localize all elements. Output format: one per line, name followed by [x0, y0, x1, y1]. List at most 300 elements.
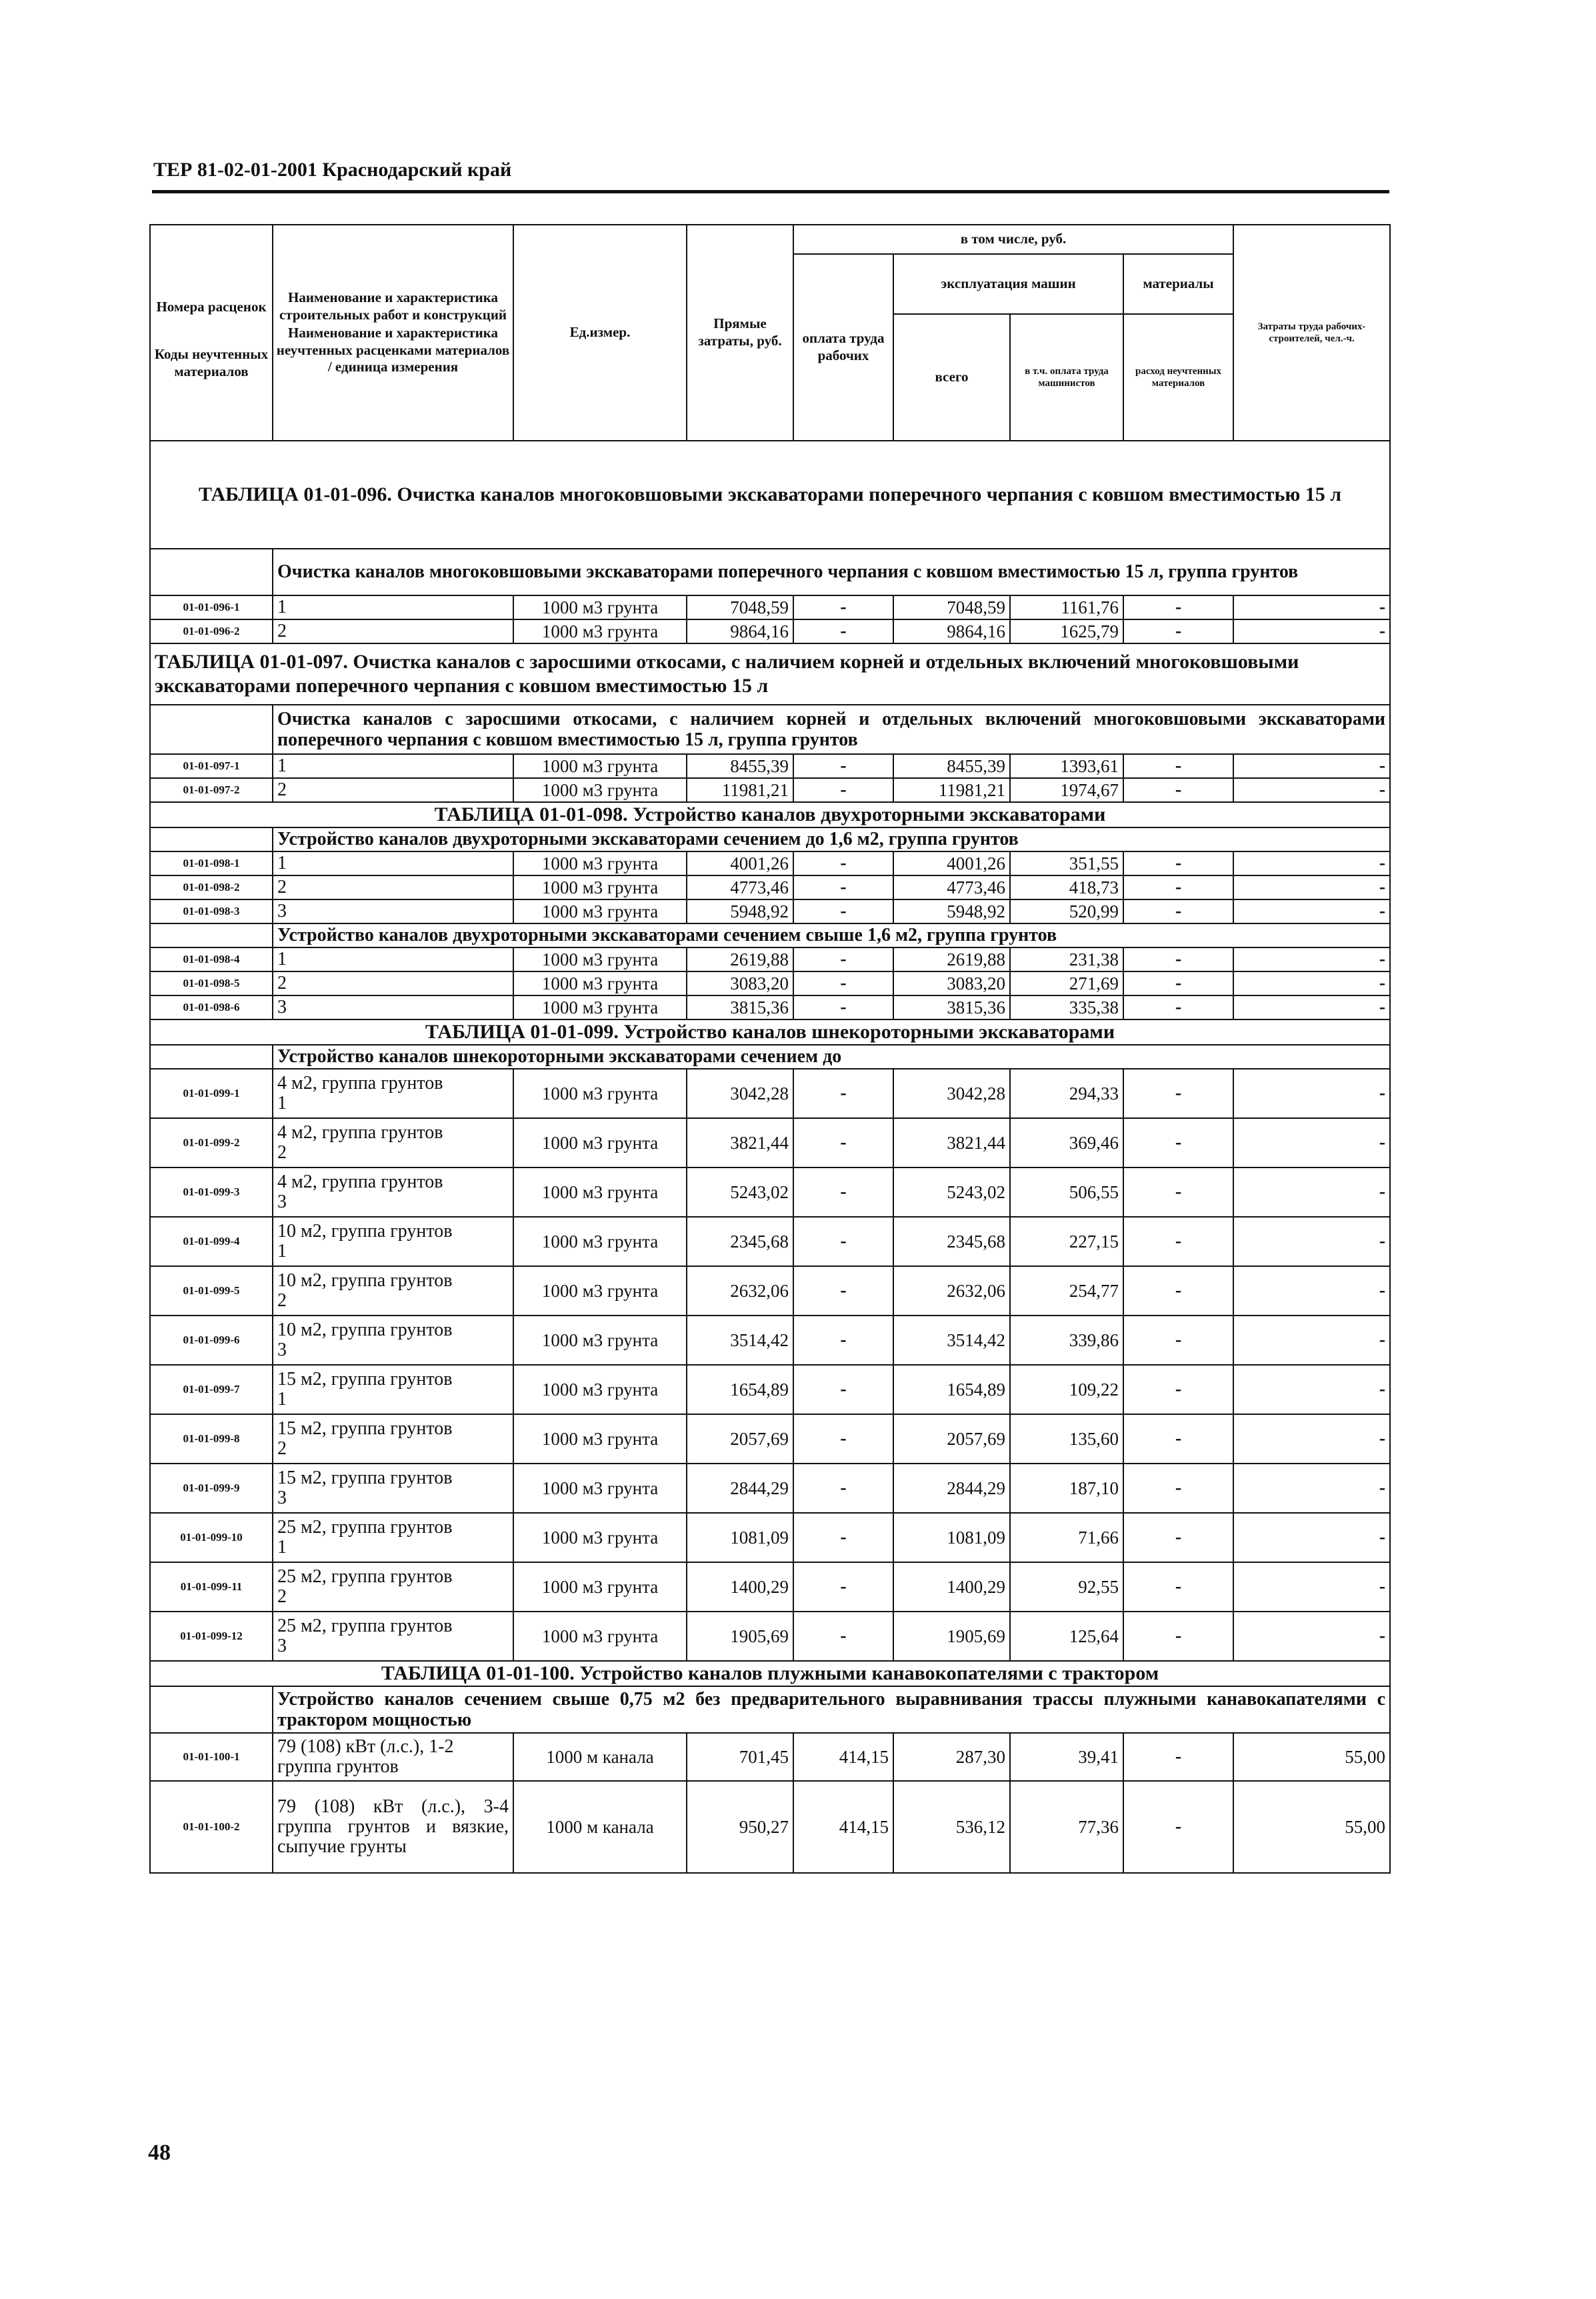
col-name-top: Наименование и характеристика строительных работ и конструкций	[279, 289, 507, 323]
rate-labor: -	[1233, 1168, 1390, 1217]
rates-table	[149, 224, 1391, 1874]
rate-machines: 1654,89	[893, 1365, 1010, 1414]
rate-name-line: 25 м2, группа грунтов	[277, 1566, 453, 1588]
rate-labor: 55,00	[1233, 1781, 1390, 1873]
rate-labor: -	[1233, 1612, 1390, 1661]
col-name	[273, 225, 513, 441]
rate-unit: 1000 м3 грунта	[513, 1365, 687, 1414]
rate-wages: -	[793, 1414, 893, 1464]
rate-name-line: 4 м2, группа грунтов	[277, 1122, 443, 1143]
rate-name-line: 15 м2, группа грунтов	[277, 1369, 453, 1390]
rate-code: 01-01-098-1	[150, 851, 273, 875]
rate-code: 01-01-098-4	[150, 947, 273, 971]
group-heading-096: Очистка каналов многоковшовыми экскаваторами поперечного черпания с ковшом вместимостью 15 л, группа грунтов	[273, 549, 1390, 595]
rate-machines-wages: 39,41	[1010, 1733, 1123, 1781]
rate-name: 1	[273, 754, 513, 778]
table-row	[150, 995, 1390, 1019]
rate-machines-wages: 227,15	[1010, 1217, 1123, 1266]
rate-materials: -	[1123, 1513, 1233, 1562]
group-heading-098-1: Устройство каналов двухроторными экскаваторами сечением до 1,6 м2, группа грунтов	[273, 827, 1390, 851]
table-row	[150, 1168, 1390, 1217]
rate-materials: -	[1123, 1168, 1233, 1217]
group-code-cell	[150, 705, 273, 754]
rate-code: 01-01-099-11	[150, 1562, 273, 1612]
rate-wages: -	[793, 1562, 893, 1612]
rate-machines: 2844,29	[893, 1464, 1010, 1513]
rate-machines: 3083,20	[893, 971, 1010, 995]
rate-wages: -	[793, 1217, 893, 1266]
table-row	[150, 851, 1390, 875]
group-code-cell	[150, 827, 273, 851]
rate-materials: -	[1123, 1217, 1233, 1266]
rate-name: 79 (108) кВт (л.с.), 1-2 группа грунтов	[273, 1733, 513, 1781]
rate-name: 3	[273, 899, 513, 923]
rate-materials: -	[1123, 971, 1233, 995]
rate-soil-group: 3	[277, 1192, 287, 1212]
rate-code: 01-01-099-8	[150, 1414, 273, 1464]
col-machines-total: всего	[893, 314, 1010, 441]
rate-machines: 3821,44	[893, 1118, 1010, 1168]
rate-direct: 2057,69	[687, 1414, 793, 1464]
rate-code: 01-01-099-2	[150, 1118, 273, 1168]
rate-unit: 1000 м канала	[513, 1781, 687, 1873]
rate-wages: -	[793, 619, 893, 643]
rate-machines-wages: 125,64	[1010, 1612, 1123, 1661]
rate-name: 1	[273, 947, 513, 971]
rate-name	[273, 1168, 513, 1217]
rate-name	[273, 1118, 513, 1168]
rate-machines-wages: 351,55	[1010, 851, 1123, 875]
rate-code: 01-01-099-3	[150, 1168, 273, 1217]
rate-wages: -	[793, 851, 893, 875]
col-codes-top: Номера расценок	[156, 298, 267, 315]
rate-soil-group: 3	[277, 1488, 287, 1508]
rate-code: 01-01-099-4	[150, 1217, 273, 1266]
rate-labor: 55,00	[1233, 1733, 1390, 1781]
rate-materials: -	[1123, 995, 1233, 1019]
rate-labor: -	[1233, 1069, 1390, 1118]
table-row	[150, 619, 1390, 643]
rate-direct: 3821,44	[687, 1118, 793, 1168]
rate-wages: -	[793, 1168, 893, 1217]
rate-unit: 1000 м3 грунта	[513, 875, 687, 899]
rate-machines-wages: 418,73	[1010, 875, 1123, 899]
rate-soil-group: 2	[277, 1586, 287, 1607]
rate-machines: 287,30	[893, 1733, 1010, 1781]
rate-name	[273, 1266, 513, 1316]
rate-name	[273, 1612, 513, 1661]
table-title-100: ТАБЛИЦА 01-01-100. Устройство каналов плужными канавокопателями с трактором	[150, 1661, 1390, 1686]
rate-code: 01-01-099-9	[150, 1464, 273, 1513]
rate-machines: 11981,21	[893, 778, 1010, 802]
table-row	[150, 778, 1390, 802]
rate-materials: -	[1123, 875, 1233, 899]
rate-name: 3	[273, 995, 513, 1019]
rate-code: 01-01-096-2	[150, 619, 273, 643]
rate-unit: 1000 м3 грунта	[513, 1414, 687, 1464]
rate-direct: 8455,39	[687, 754, 793, 778]
rate-machines: 8455,39	[893, 754, 1010, 778]
rate-direct: 701,45	[687, 1733, 793, 1781]
table-row	[150, 1464, 1390, 1513]
table-title-099: ТАБЛИЦА 01-01-099. Устройство каналов шнекороторными экскаваторами	[150, 1019, 1390, 1045]
rate-materials: -	[1123, 1562, 1233, 1612]
table-row	[150, 1316, 1390, 1365]
rate-machines-wages: 335,38	[1010, 995, 1123, 1019]
rate-code: 01-01-096-1	[150, 595, 273, 619]
rate-labor: -	[1233, 1365, 1390, 1414]
rate-materials: -	[1123, 595, 1233, 619]
rate-wages: -	[793, 778, 893, 802]
rate-code: 01-01-097-1	[150, 754, 273, 778]
col-name-bottom: Наименование и характеристика неучтенных расценками материалов / единица измерения	[276, 325, 510, 375]
header-rule	[152, 190, 1389, 193]
rate-direct: 1654,89	[687, 1365, 793, 1414]
table-row	[150, 971, 1390, 995]
rate-name	[273, 1316, 513, 1365]
rate-machines-wages: 254,77	[1010, 1266, 1123, 1316]
rate-code: 01-01-099-7	[150, 1365, 273, 1414]
rate-machines: 3042,28	[893, 1069, 1010, 1118]
table-row	[150, 595, 1390, 619]
rate-materials: -	[1123, 1118, 1233, 1168]
rate-machines-wages: 92,55	[1010, 1562, 1123, 1612]
col-unit: Ед.измер.	[513, 225, 687, 441]
rate-unit: 1000 м3 грунта	[513, 778, 687, 802]
rate-labor: -	[1233, 778, 1390, 802]
rate-name-line: 10 м2, группа грунтов	[277, 1320, 453, 1341]
rate-wages: -	[793, 947, 893, 971]
rate-unit: 1000 м3 грунта	[513, 1562, 687, 1612]
rate-name-line: 25 м2, группа грунтов	[277, 1616, 453, 1637]
rate-name	[273, 1069, 513, 1118]
rate-wages: -	[793, 754, 893, 778]
rate-name: 2	[273, 619, 513, 643]
rate-machines: 4001,26	[893, 851, 1010, 875]
rate-name	[273, 1365, 513, 1414]
rate-machines: 7048,59	[893, 595, 1010, 619]
rate-machines: 2632,06	[893, 1266, 1010, 1316]
rate-unit: 1000 м канала	[513, 1733, 687, 1781]
rate-soil-group: 1	[277, 1389, 287, 1410]
table-title-096: ТАБЛИЦА 01-01-096. Очистка каналов многоковшовыми экскаваторами поперечного черпания с ковшом вместимостью 15 л	[150, 441, 1390, 549]
rate-machines-wages: 1161,76	[1010, 595, 1123, 619]
rate-unit: 1000 м3 грунта	[513, 1612, 687, 1661]
rate-direct: 5243,02	[687, 1168, 793, 1217]
rate-unit: 1000 м3 грунта	[513, 899, 687, 923]
rate-machines: 1400,29	[893, 1562, 1010, 1612]
rate-name: 2	[273, 778, 513, 802]
table-row	[150, 1513, 1390, 1562]
rate-name	[273, 1513, 513, 1562]
rate-direct: 3514,42	[687, 1316, 793, 1365]
rate-name: 79 (108) кВт (л.с.), 3-4 группа грунтов и вязкие, сыпучие грунты	[273, 1781, 513, 1873]
rate-machines-wages: 231,38	[1010, 947, 1123, 971]
table-row	[150, 1266, 1390, 1316]
rate-machines: 2057,69	[893, 1414, 1010, 1464]
rate-materials: -	[1123, 1069, 1233, 1118]
col-machines-wages: в т.ч. оплата труда машинистов	[1010, 314, 1123, 441]
col-codes-bottom: Коды неучтенных материалов	[154, 346, 269, 379]
rate-machines-wages: 339,86	[1010, 1316, 1123, 1365]
group-heading-098-2: Устройство каналов двухроторными экскаваторами сечением свыше 1,6 м2, группа грунтов	[273, 923, 1390, 947]
rate-wages: -	[793, 1612, 893, 1661]
rate-materials: -	[1123, 778, 1233, 802]
rate-materials: -	[1123, 899, 1233, 923]
rate-unit: 1000 м3 грунта	[513, 995, 687, 1019]
rate-labor: -	[1233, 1513, 1390, 1562]
rate-wages: -	[793, 1266, 893, 1316]
table-row	[150, 899, 1390, 923]
rate-name: 1	[273, 595, 513, 619]
rate-machines-wages: 1974,67	[1010, 778, 1123, 802]
rate-name: 2	[273, 875, 513, 899]
rate-materials: -	[1123, 1266, 1233, 1316]
rate-wages: -	[793, 899, 893, 923]
rate-soil-group: 2	[277, 1290, 287, 1311]
rate-wages: -	[793, 1365, 893, 1414]
rate-wages: -	[793, 1069, 893, 1118]
rate-labor: -	[1233, 754, 1390, 778]
group-code-cell	[150, 1686, 273, 1733]
group-heading-097: Очистка каналов с заросшими откосами, с наличием корней и отдельных включений многоковшовыми экскаваторами поперечного черпания с ковшом вместимостью 15 л, группа грунтов	[273, 705, 1390, 754]
rate-direct: 4773,46	[687, 875, 793, 899]
rate-name-line: 10 м2, группа грунтов	[277, 1221, 453, 1242]
col-incl: в том числе, руб.	[793, 225, 1233, 254]
rate-labor: -	[1233, 995, 1390, 1019]
rate-labor: -	[1233, 1316, 1390, 1365]
rate-direct: 3815,36	[687, 995, 793, 1019]
rate-direct: 2619,88	[687, 947, 793, 971]
rate-labor: -	[1233, 1414, 1390, 1464]
rate-direct: 1905,69	[687, 1612, 793, 1661]
group-heading-100: Устройство каналов сечением свыше 0,75 м2 без предварительного выравнивания трассы плужными канавокапателями с трактором мощностью	[273, 1686, 1390, 1733]
rate-machines: 9864,16	[893, 619, 1010, 643]
rate-code: 01-01-099-6	[150, 1316, 273, 1365]
rate-unit: 1000 м3 грунта	[513, 1118, 687, 1168]
rate-direct: 4001,26	[687, 851, 793, 875]
rate-labor: -	[1233, 851, 1390, 875]
rate-unit: 1000 м3 грунта	[513, 1513, 687, 1562]
rate-wages: -	[793, 1316, 893, 1365]
col-wages: оплата труда рабочих	[793, 254, 893, 441]
rate-machines-wages: 369,46	[1010, 1118, 1123, 1168]
rate-name-line: 10 м2, группа грунтов	[277, 1270, 453, 1292]
rate-code: 01-01-099-12	[150, 1612, 273, 1661]
page-header-title: ТЕР 81-02-01-2001 Краснодарский край	[153, 159, 512, 181]
rate-direct: 5948,92	[687, 899, 793, 923]
table-row	[150, 1365, 1390, 1414]
rate-machines-wages: 1393,61	[1010, 754, 1123, 778]
table-row	[150, 1217, 1390, 1266]
table-row	[150, 875, 1390, 899]
rate-labor: -	[1233, 619, 1390, 643]
rate-machines-wages: 71,66	[1010, 1513, 1123, 1562]
col-direct: Прямые затраты, руб.	[687, 225, 793, 441]
group-code-cell	[150, 549, 273, 595]
table-row	[150, 1069, 1390, 1118]
rate-materials: -	[1123, 1781, 1233, 1873]
rate-machines: 2345,68	[893, 1217, 1010, 1266]
rate-direct: 3083,20	[687, 971, 793, 995]
rate-name-line: 15 м2, группа грунтов	[277, 1418, 453, 1440]
rate-machines-wages: 1625,79	[1010, 619, 1123, 643]
rate-unit: 1000 м3 грунта	[513, 595, 687, 619]
rate-direct: 9864,16	[687, 619, 793, 643]
rate-unit: 1000 м3 грунта	[513, 754, 687, 778]
rate-soil-group: 1	[277, 1093, 287, 1113]
rate-machines-wages: 187,10	[1010, 1464, 1123, 1513]
rate-soil-group: 2	[277, 1142, 287, 1163]
rate-materials: -	[1123, 947, 1233, 971]
rate-materials: -	[1123, 1365, 1233, 1414]
rate-machines: 1905,69	[893, 1612, 1010, 1661]
rate-name	[273, 1562, 513, 1612]
group-code-cell	[150, 923, 273, 947]
rate-soil-group: 1	[277, 1537, 287, 1558]
table-row	[150, 947, 1390, 971]
rate-direct: 950,27	[687, 1781, 793, 1873]
rate-labor: -	[1233, 595, 1390, 619]
rate-materials: -	[1123, 1464, 1233, 1513]
page-number: 48	[148, 2140, 171, 2165]
rate-soil-group: 2	[277, 1438, 287, 1459]
rate-labor: -	[1233, 1266, 1390, 1316]
rate-code: 01-01-098-6	[150, 995, 273, 1019]
rate-labor: -	[1233, 971, 1390, 995]
rate-unit: 1000 м3 грунта	[513, 947, 687, 971]
rate-direct: 3042,28	[687, 1069, 793, 1118]
rate-direct: 2632,06	[687, 1266, 793, 1316]
rate-labor: -	[1233, 1118, 1390, 1168]
rate-name-line: 15 м2, группа грунтов	[277, 1468, 453, 1489]
group-code-cell	[150, 1045, 273, 1069]
rate-code: 01-01-097-2	[150, 778, 273, 802]
rate-wages: -	[793, 1464, 893, 1513]
rate-labor: -	[1233, 1217, 1390, 1266]
rate-code: 01-01-098-5	[150, 971, 273, 995]
rate-labor: -	[1233, 947, 1390, 971]
rate-code: 01-01-099-10	[150, 1513, 273, 1562]
rate-machines-wages: 520,99	[1010, 899, 1123, 923]
rate-code: 01-01-100-2	[150, 1781, 273, 1873]
rate-wages: -	[793, 875, 893, 899]
col-labor: Затраты труда рабочих-строителей, чел.-ч.	[1233, 225, 1390, 441]
rate-machines: 5948,92	[893, 899, 1010, 923]
rate-name: 1	[273, 851, 513, 875]
rate-materials: -	[1123, 1612, 1233, 1661]
col-machines: эксплуатация машин	[893, 254, 1123, 314]
rate-machines: 2619,88	[893, 947, 1010, 971]
rate-unit: 1000 м3 грунта	[513, 1217, 687, 1266]
rate-machines-wages: 294,33	[1010, 1069, 1123, 1118]
rate-unit: 1000 м3 грунта	[513, 1464, 687, 1513]
rate-labor: -	[1233, 899, 1390, 923]
rate-materials: -	[1123, 754, 1233, 778]
col-materials: материалы	[1123, 254, 1233, 314]
rate-name-line: 4 м2, группа грунтов	[277, 1073, 443, 1094]
rate-machines: 3514,42	[893, 1316, 1010, 1365]
rate-name-line: 25 м2, группа грунтов	[277, 1517, 453, 1538]
rate-wages: 414,15	[793, 1781, 893, 1873]
rate-code: 01-01-098-2	[150, 875, 273, 899]
rate-name-line: 4 м2, группа грунтов	[277, 1172, 443, 1193]
rate-direct: 1081,09	[687, 1513, 793, 1562]
rate-unit: 1000 м3 грунта	[513, 971, 687, 995]
rate-soil-group: 3	[277, 1636, 287, 1656]
rate-machines: 5243,02	[893, 1168, 1010, 1217]
rate-wages: 414,15	[793, 1733, 893, 1781]
rate-code: 01-01-098-3	[150, 899, 273, 923]
rate-wages: -	[793, 1118, 893, 1168]
rate-machines-wages: 506,55	[1010, 1168, 1123, 1217]
rate-unit: 1000 м3 грунта	[513, 1168, 687, 1217]
table-row	[150, 1781, 1390, 1873]
rate-code: 01-01-099-1	[150, 1069, 273, 1118]
rate-machines: 3815,36	[893, 995, 1010, 1019]
rate-wages: -	[793, 971, 893, 995]
rate-direct: 7048,59	[687, 595, 793, 619]
rate-labor: -	[1233, 1562, 1390, 1612]
table-row	[150, 1733, 1390, 1781]
rate-materials: -	[1123, 1316, 1233, 1365]
rate-labor: -	[1233, 1464, 1390, 1513]
rate-wages: -	[793, 595, 893, 619]
rate-unit: 1000 м3 грунта	[513, 851, 687, 875]
table-row	[150, 754, 1390, 778]
rate-soil-group: 3	[277, 1340, 287, 1360]
rate-materials: -	[1123, 619, 1233, 643]
rate-wages: -	[793, 995, 893, 1019]
rate-labor: -	[1233, 875, 1390, 899]
rate-name	[273, 1464, 513, 1513]
rate-unit: 1000 м3 грунта	[513, 619, 687, 643]
table-title-097: ТАБЛИЦА 01-01-097. Очистка каналов с заросшими откосами, с наличием корней и отдельных включений многоковшовыми экскаваторами поперечного черпания с ковшом вместимостью 15 л	[150, 643, 1390, 705]
rate-wages: -	[793, 1513, 893, 1562]
rate-materials: -	[1123, 1733, 1233, 1781]
rate-machines: 1081,09	[893, 1513, 1010, 1562]
rate-name	[273, 1414, 513, 1464]
rate-name: 2	[273, 971, 513, 995]
rate-machines-wages: 271,69	[1010, 971, 1123, 995]
rate-name	[273, 1217, 513, 1266]
rate-direct: 2345,68	[687, 1217, 793, 1266]
rate-machines-wages: 109,22	[1010, 1365, 1123, 1414]
table-title-098: ТАБЛИЦА 01-01-098. Устройство каналов двухроторными экскаваторами	[150, 802, 1390, 827]
rate-unit: 1000 м3 грунта	[513, 1316, 687, 1365]
rate-direct: 2844,29	[687, 1464, 793, 1513]
rate-machines-wages: 135,60	[1010, 1414, 1123, 1464]
rate-materials: -	[1123, 1414, 1233, 1464]
rate-code: 01-01-099-5	[150, 1266, 273, 1316]
col-materials-sub: расход неучтенных материалов	[1123, 314, 1233, 441]
rate-code: 01-01-100-1	[150, 1733, 273, 1781]
rate-soil-group: 1	[277, 1241, 287, 1262]
rate-machines: 536,12	[893, 1781, 1010, 1873]
rate-machines: 4773,46	[893, 875, 1010, 899]
rate-unit: 1000 м3 грунта	[513, 1069, 687, 1118]
rate-machines-wages: 77,36	[1010, 1781, 1123, 1873]
rate-direct: 1400,29	[687, 1562, 793, 1612]
col-codes	[150, 225, 273, 441]
table-row	[150, 1118, 1390, 1168]
table-row	[150, 1562, 1390, 1612]
rate-direct: 11981,21	[687, 778, 793, 802]
rate-materials: -	[1123, 851, 1233, 875]
rate-unit: 1000 м3 грунта	[513, 1266, 687, 1316]
table-row	[150, 1612, 1390, 1661]
group-heading-099: Устройство каналов шнекороторными экскаваторами сечением до	[273, 1045, 1390, 1069]
